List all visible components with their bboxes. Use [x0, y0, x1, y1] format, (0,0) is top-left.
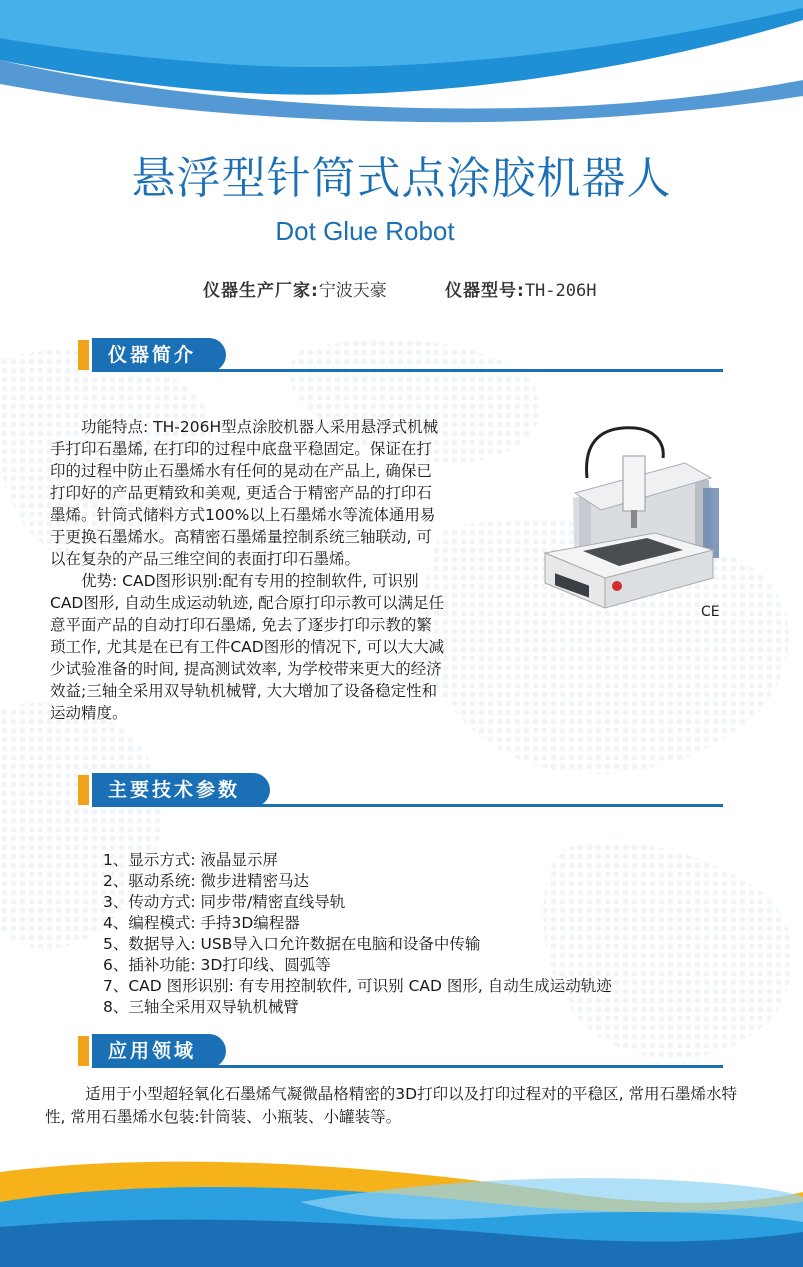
section-heading-specs: [78, 773, 723, 807]
manufacturer-value: 宁波天豪: [318, 281, 387, 301]
manufacturer-label: 仪器生产厂家:: [203, 281, 319, 301]
model-label: 仪器型号:: [445, 281, 525, 301]
intro-text: [50, 416, 445, 724]
spec-item: 6、插补功能: 3D打印线、圆弧等: [103, 956, 331, 974]
spec-list: [103, 850, 743, 1018]
heading-accent-bar: [78, 1036, 89, 1066]
spec-item: 1、显示方式: 液晶显示屏: [103, 851, 279, 869]
intro-paragraph-features: 功能特点: TH-206H型点涂胶机器人采用悬浮式机械手打印石墨烯, 在打印的过程中底盘平稳固定。保证在打印的过程中防止石墨烯水有任何的晃动在产品上, 确保已打印好的产品更精致和美观, 更适合于精密产品的打印石墨烯。针筒式储料方式100%以上石墨烯水等流体通用易于更换石墨烯水。高精密石墨烯量控制系统三轴联动, 可以在复杂的产品三维空间的表面打印石墨烯。: [50, 418, 439, 568]
manufacturer-info: [203, 276, 387, 301]
section-heading-application: [78, 1034, 723, 1068]
spec-item: 4、编程模式: 手持3D编程器: [103, 914, 300, 932]
page-subtitle: Dot Glue Robot: [275, 216, 455, 246]
spec-item: 5、数据导入: USB导入口允许数据在电脑和设备中传输: [103, 935, 481, 953]
heading-label: 主要技术参数: [92, 773, 270, 807]
bottom-wave-decoration: [0, 1142, 803, 1267]
spec-item: 7、CAD 图形识别: 有专用控制软件, 可识别 CAD 图形, 自动生成运动轨迹: [103, 977, 612, 995]
heading-label: 仪器简介: [92, 338, 226, 372]
heading-accent-bar: [78, 340, 89, 370]
spec-item: 3、传动方式: 同步带/精密直线导轨: [103, 893, 346, 911]
heading-label: 应用领域: [92, 1034, 226, 1068]
spec-item: 8、三轴全采用双导轨机械臂: [103, 998, 299, 1016]
top-wave-decoration: [0, 0, 803, 130]
application-text: 适用于小型超轻氧化石墨烯气凝微晶格精密的3D打印以及打印过程对的平稳区, 常用石墨烯水特性, 常用石墨烯水包装:针筒装、小瓶装、小罐装等。: [45, 1085, 737, 1126]
spec-item: 2、驱动系统: 微步进精密马达: [103, 872, 310, 890]
heading-accent-bar: [78, 775, 89, 805]
model-info: [445, 276, 596, 301]
glue-robot-product-image: [535, 418, 730, 623]
page-title: 悬浮型针筒式点涂胶机器人: [131, 153, 672, 204]
ce-mark: CE: [701, 604, 720, 620]
model-value: TH-206H: [524, 281, 597, 301]
section-heading-intro: [78, 338, 723, 372]
intro-paragraph-advantages: 优势: CAD图形识别:配有专用的控制软件, 可识别CAD图形, 自动生成运动轨迹, 配合原打印示教可以满足任意平面产品的自动打印石墨烯, 免去了逐步打印示教的繁琐工作, 尤其是在已有工件CAD图形的情况下, 可以大大减少试验准备的时间, 提高测试效率, 为学校带来更大的经济效益;三轴全采用双导轨机械臂, 大大增加了设备稳定性和运动精度。: [50, 572, 445, 722]
